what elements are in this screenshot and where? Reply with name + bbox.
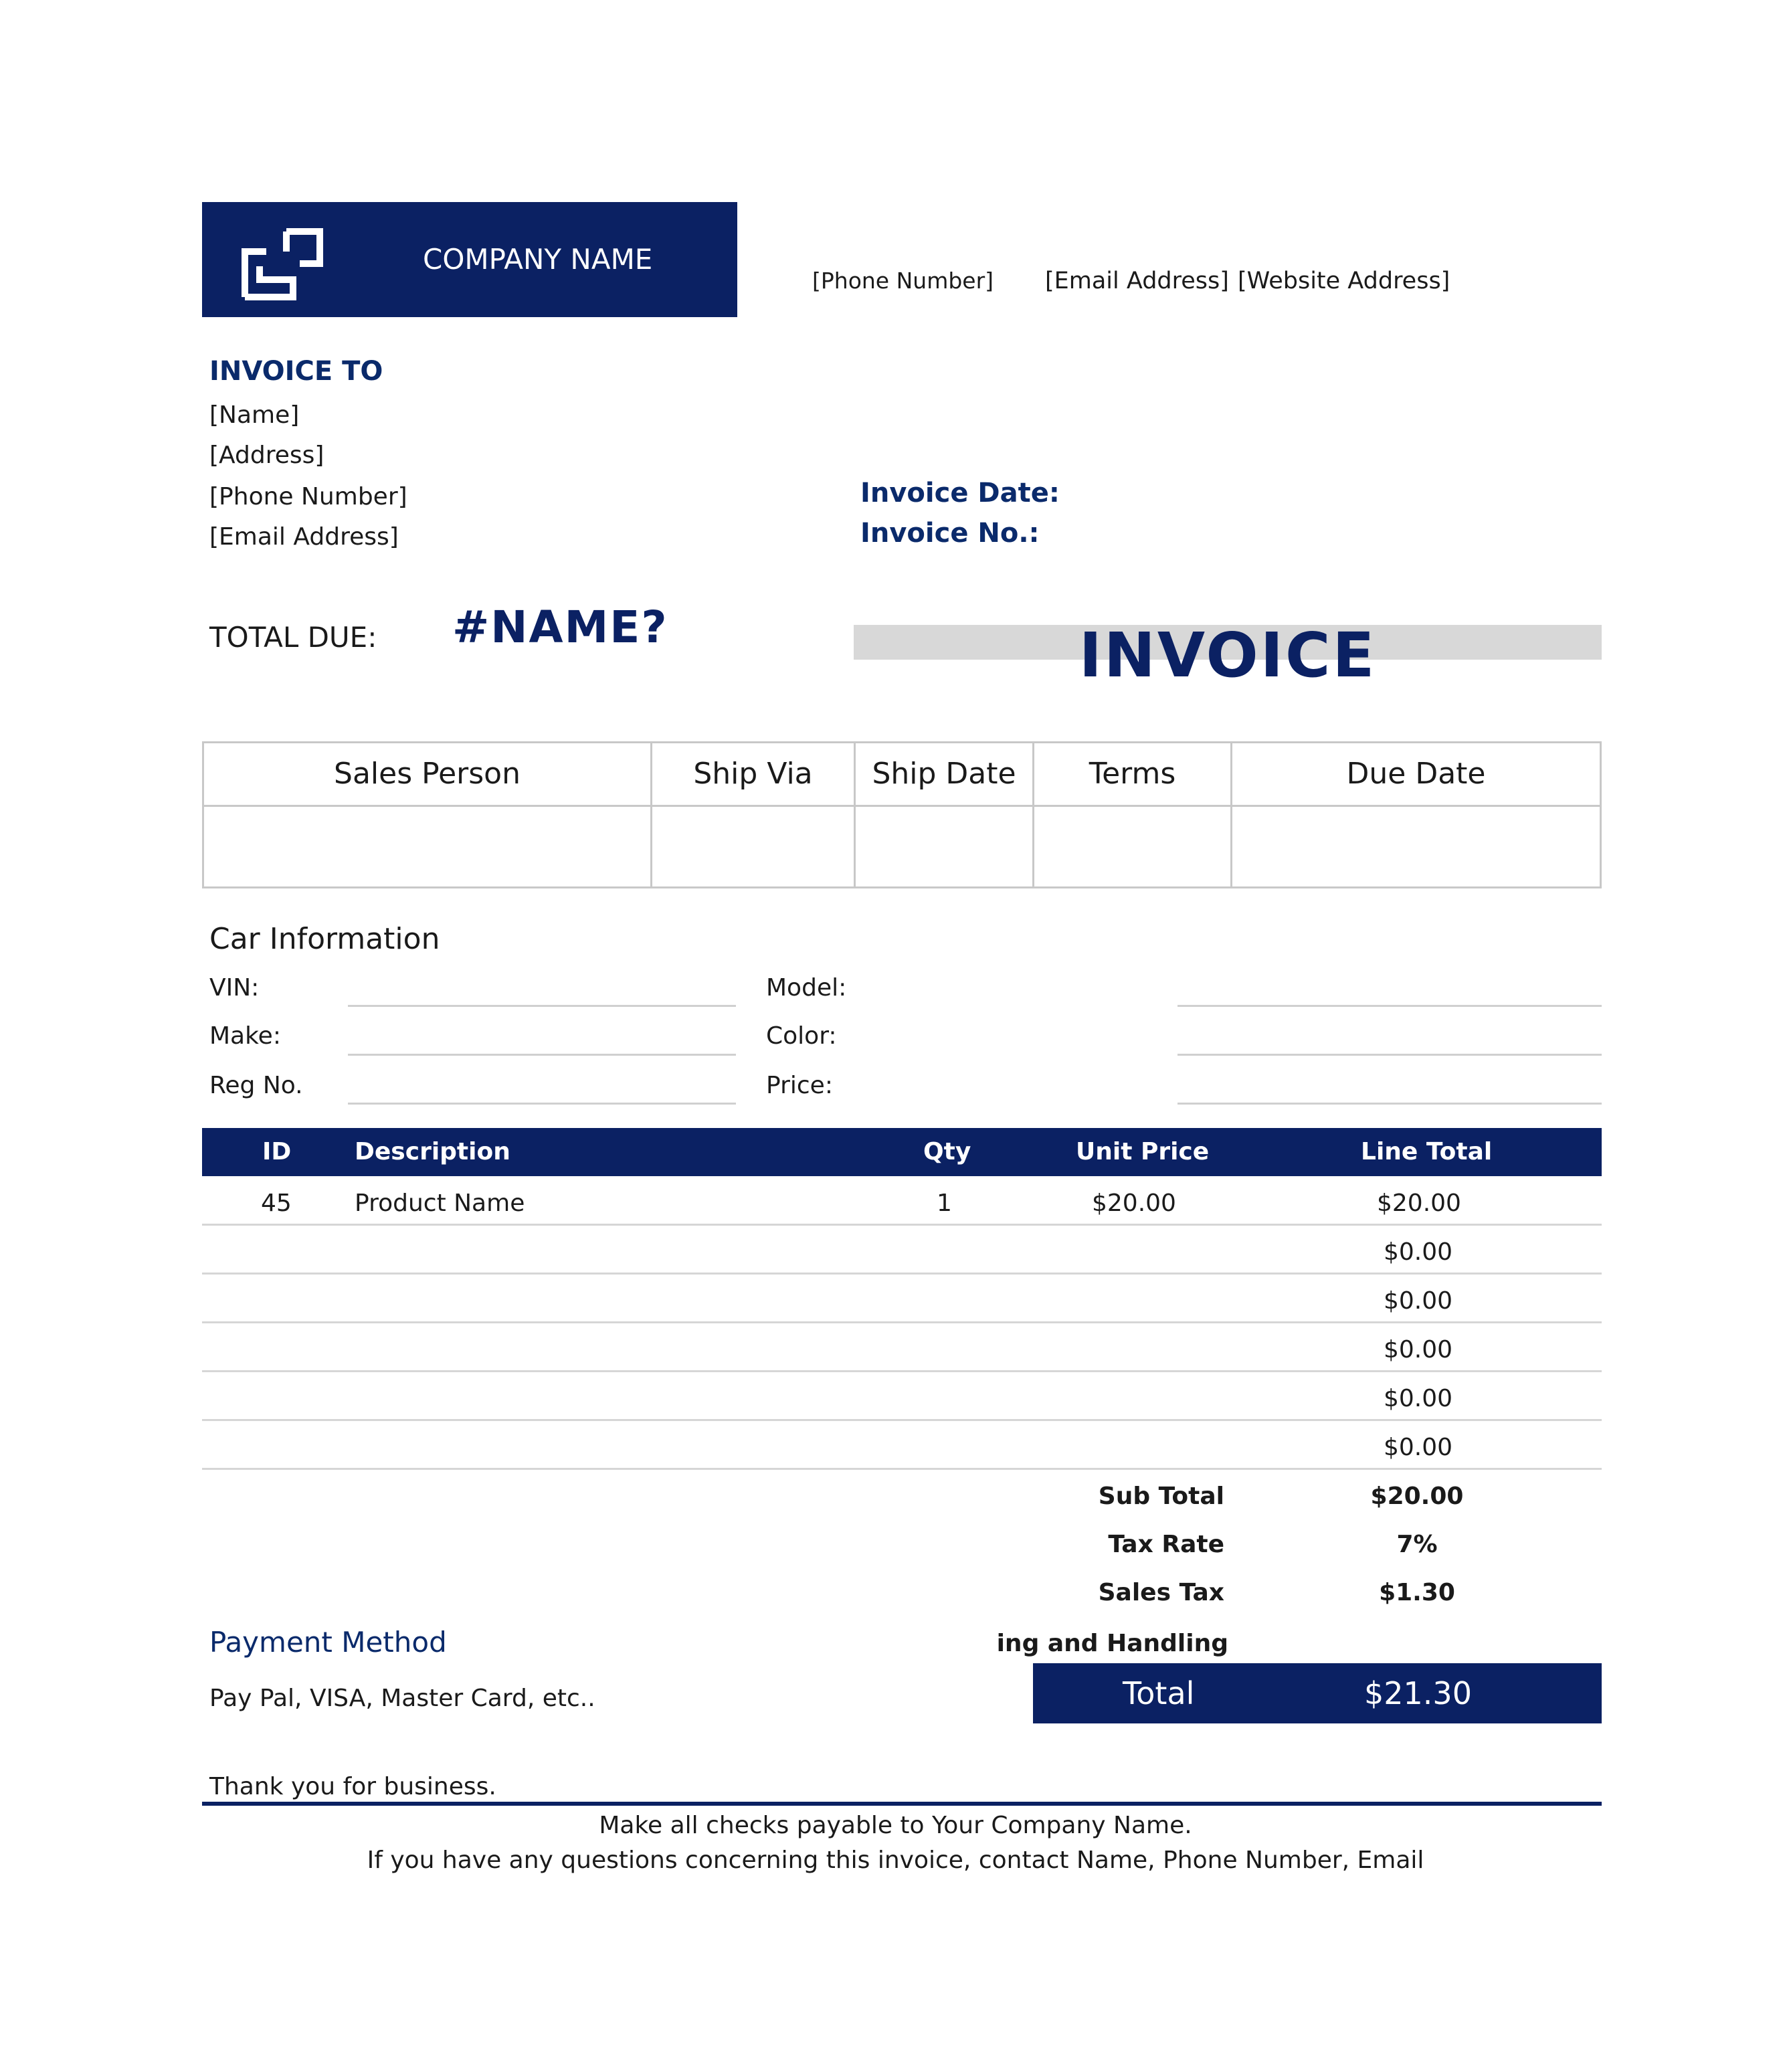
item-line-total: $0.00 <box>1384 1238 1453 1266</box>
terms-header: Terms <box>1034 743 1230 807</box>
vin-field[interactable] <box>348 1005 736 1007</box>
invoice-date-label: Invoice Date: <box>860 478 1060 508</box>
grand-total-bar <box>1033 1663 1602 1723</box>
row-divider <box>202 1224 1602 1226</box>
invoice-title: INVOICE <box>1078 620 1377 691</box>
sales-tax-value: $1.30 <box>1379 1579 1455 1606</box>
item-line-total: $20.00 <box>1377 1190 1461 1217</box>
total-due-value: #NAME? <box>452 601 668 653</box>
item-id: 45 <box>261 1190 292 1217</box>
sales-person-header: Sales Person <box>204 743 650 807</box>
item-unit-price: $20.00 <box>1092 1190 1176 1217</box>
row-divider <box>202 1370 1602 1372</box>
unit-price-header: Unit Price <box>1076 1138 1210 1165</box>
model-label: Model: <box>766 974 847 1002</box>
car-info-heading: Car Information <box>209 922 440 956</box>
invoice-to-heading: INVOICE TO <box>209 356 383 387</box>
description-header: Description <box>355 1138 510 1165</box>
id-header: ID <box>262 1138 292 1165</box>
company-website: [Website Address] <box>1238 268 1450 294</box>
color-label: Color: <box>766 1022 837 1050</box>
row-divider <box>202 1468 1602 1470</box>
row-divider <box>202 1273 1602 1275</box>
item-qty: 1 <box>937 1190 952 1217</box>
qty-header: Qty <box>923 1138 971 1165</box>
company-banner <box>202 202 737 317</box>
thank-you-note: Thank you for business. <box>209 1773 496 1800</box>
grand-total-label: Total <box>1123 1675 1195 1711</box>
checks-payable-note: Make all checks payable to Your Company Name. <box>599 1812 1192 1839</box>
make-label: Make: <box>209 1022 281 1050</box>
item-line-total: $0.00 <box>1384 1434 1453 1461</box>
shipping-handling-cell <box>996 1630 1228 1663</box>
item-line-total: $0.00 <box>1384 1287 1453 1315</box>
item-description: Product Name <box>355 1190 525 1217</box>
contact-note: If you have any questions concerning this invoice, contact Name, Phone Number, Email <box>367 1847 1424 1874</box>
ship-via-header: Ship Via <box>652 743 854 807</box>
payment-method-heading: Payment Method <box>209 1626 447 1659</box>
bill-to-email: [Email Address] <box>209 523 399 551</box>
model-field[interactable] <box>1177 1005 1602 1007</box>
row-divider <box>202 1419 1602 1421</box>
shipping-table <box>202 741 1602 888</box>
bill-to-phone: [Phone Number] <box>209 483 407 510</box>
company-phone: [Phone Number] <box>812 268 994 294</box>
row-divider <box>202 1321 1602 1323</box>
payment-methods: Pay Pal, VISA, Master Card, etc.. <box>209 1685 595 1712</box>
reg-no-label: Reg No. <box>209 1072 303 1099</box>
invoice-number-label: Invoice No.: <box>860 518 1040 549</box>
subtotal-label: Sub Total <box>1098 1483 1224 1510</box>
total-due-label: TOTAL DUE: <box>209 621 377 654</box>
subtotal-value: $20.00 <box>1370 1483 1464 1510</box>
shipping-handling-label: ing and Handling <box>996 1630 1228 1657</box>
price-field[interactable] <box>1177 1103 1602 1105</box>
reg-no-field[interactable] <box>348 1103 736 1105</box>
total-due-value-box <box>452 601 706 653</box>
due-date-column <box>1232 743 1600 886</box>
ship-date-column <box>856 743 1034 886</box>
vin-label: VIN: <box>209 974 260 1002</box>
make-field[interactable] <box>348 1054 736 1056</box>
ship-via-column <box>652 743 856 886</box>
item-line-total: $0.00 <box>1384 1336 1453 1363</box>
footer-divider <box>202 1802 1602 1806</box>
sales-tax-label: Sales Tax <box>1098 1579 1224 1606</box>
line-total-header: Line Total <box>1361 1138 1493 1165</box>
terms-column <box>1034 743 1232 886</box>
items-table-header <box>202 1128 1602 1176</box>
company-email: [Email Address] <box>1045 268 1229 294</box>
due-date-header: Due Date <box>1232 743 1600 807</box>
color-field[interactable] <box>1177 1054 1602 1056</box>
company-name: COMPANY NAME <box>423 243 653 276</box>
invoice-title-band <box>854 620 1602 691</box>
price-label: Price: <box>766 1072 833 1099</box>
bill-to-address: [Address] <box>209 442 324 469</box>
grand-total-value: $21.30 <box>1364 1675 1472 1711</box>
bill-to-name: [Name] <box>209 401 300 429</box>
company-logo <box>240 225 325 305</box>
tax-rate-value: 7% <box>1396 1531 1438 1558</box>
tax-rate-label: Tax Rate <box>1108 1531 1224 1558</box>
sales-person-column <box>204 743 652 886</box>
item-line-total: $0.00 <box>1384 1385 1453 1412</box>
ship-date-header: Ship Date <box>856 743 1032 807</box>
